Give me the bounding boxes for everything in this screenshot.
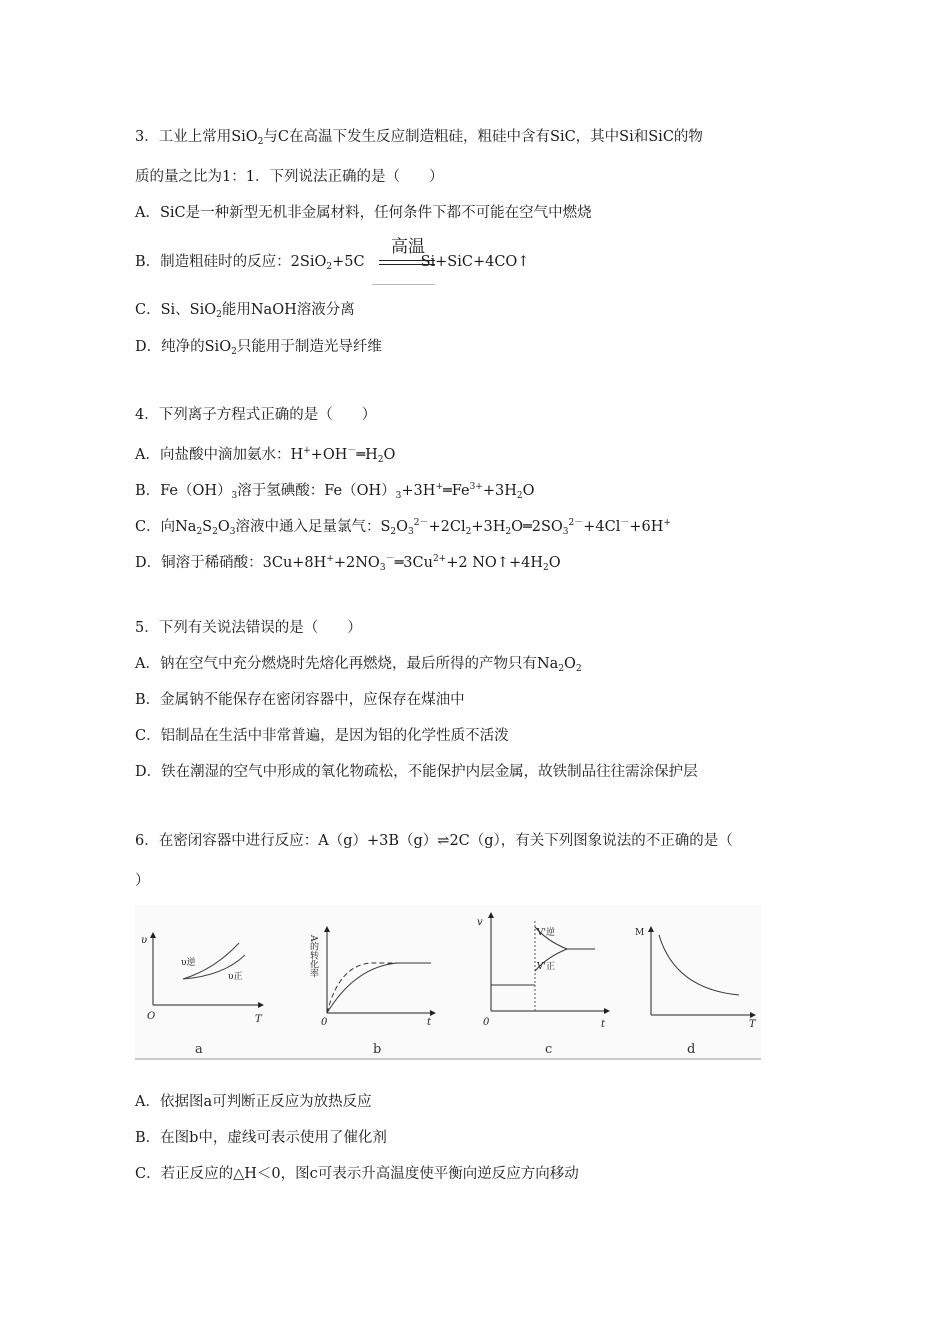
q4-option-b: B．$Fe(OH)_3$溶于氢碘酸：$Fe(OH)_3+3H^+═Fe^{3+}+3H_2O$ <box>135 482 535 501</box>
equals-bar-bottom <box>379 264 435 265</box>
equals-bar-top <box>379 260 435 261</box>
q5-option-d: D．铁在潮湿的空气中形成的氧化物疏松，不能保护内层金属，故铁制品往往需涂保护层 <box>135 764 698 780</box>
graph-a-origin: O <box>147 1011 156 1022</box>
q3-option-b: B．制造粗硅时的反应：2SiO$_2$+5C Si+SiC+4CO↑ <box>135 254 530 272</box>
q6-stem: 6．在密闭容器中进行反应：A（g）+3B（g）⇌2C（g），有关下列图象说法的不正确的是（ <box>135 833 733 849</box>
q4-option-d: D．铜溶于稀硝酸：$3Cu+8H^++2NO_3^-═3Cu^{2+}+2$ $NO↑+4H_2O$ <box>135 554 561 573</box>
q6-figure-panel <box>135 905 761 1060</box>
graph-d-caption: d <box>687 1042 696 1057</box>
graph-a-y-label: υ <box>141 935 148 946</box>
q6-graphs-svg <box>135 905 761 1060</box>
graph-c-x-label: t <box>601 1019 606 1030</box>
graph-c-curve1-label: V'逆 <box>537 928 555 938</box>
q3-stem-line1: 3．工业上常用SiO$_2$与C在高温下发生反应制造粗硅，粗硅中含有SiC，其中Si和SiC的物 <box>135 129 703 147</box>
q4-stem: 4．下列离子方程式正确的是（ ） <box>135 407 377 423</box>
reaction-condition-label: 高温 <box>391 237 425 257</box>
q6-option-a: A．依据图a可判断正反应为放热反应 <box>135 1094 372 1110</box>
graph-b-caption: b <box>373 1042 382 1057</box>
q6-option-c: C．若正反应的△H＜0，图c可表示升高温度使平衡向逆反应方向移动 <box>135 1166 579 1182</box>
q3-option-c: C．Si、SiO$_2$能用NaOH溶液分离 <box>135 302 355 320</box>
graph-c-origin: 0 <box>483 1017 490 1028</box>
q4-option-c: C．向$Na_2S_2O_3$溶液中通入足量氯气：$S_2O_3^{2-}+2Cl_2+3H_2O═2SO_3^{2-}+4Cl^-+6H^+$ <box>135 518 671 537</box>
graph-d-x-label: T <box>749 1019 756 1030</box>
graph-a-curve1-label: υ逆 <box>181 958 196 968</box>
q6-stem-continuation: ） <box>135 873 150 889</box>
underline-mark <box>372 284 435 285</box>
graph-c-y-label: v <box>477 917 483 928</box>
q5-option-a: A．钠在空气中充分燃烧时先熔化再燃烧，最后所得的产物只有$Na_2O_2$ <box>135 656 582 674</box>
graph-b-y-label: A的转化率 <box>308 935 318 978</box>
graph-a-x-label: T <box>255 1014 262 1025</box>
q5-option-b: B．金属钠不能保存在密闭容器中，应保存在煤油中 <box>135 692 465 708</box>
q3-option-d: D．纯净的SiO$_2$只能用于制造光导纤维 <box>135 339 382 357</box>
q3-stem-line2: 质的量之比为1：1．下列说法正确的是（ ） <box>135 169 444 185</box>
q3-option-a: A．SiC是一种新型无机非金属材料，任何条件下都不可能在空气中燃烧 <box>135 205 592 221</box>
figure-background <box>135 905 761 1060</box>
graph-a-curve2-label: υ正 <box>228 972 243 982</box>
q5-option-c: C．铝制品在生活中非常普遍，是因为铝的化学性质不活泼 <box>135 728 509 744</box>
q6-option-b: B．在图b中，虚线可表示使用了催化剂 <box>135 1130 387 1146</box>
graph-c-curve2-label: V'正 <box>537 962 555 972</box>
graph-a-caption: a <box>195 1042 203 1057</box>
q5-stem: 5．下列有关说法错误的是（ ） <box>135 620 362 636</box>
graph-b-origin: 0 <box>321 1017 328 1028</box>
graph-b-x-label: t <box>427 1017 432 1028</box>
graph-d-y-label: M <box>635 928 645 938</box>
q4-option-a: A．向盐酸中滴加氨水：$H^++OH^-═H_2O$ <box>135 446 396 465</box>
graph-c-caption: c <box>545 1042 553 1057</box>
